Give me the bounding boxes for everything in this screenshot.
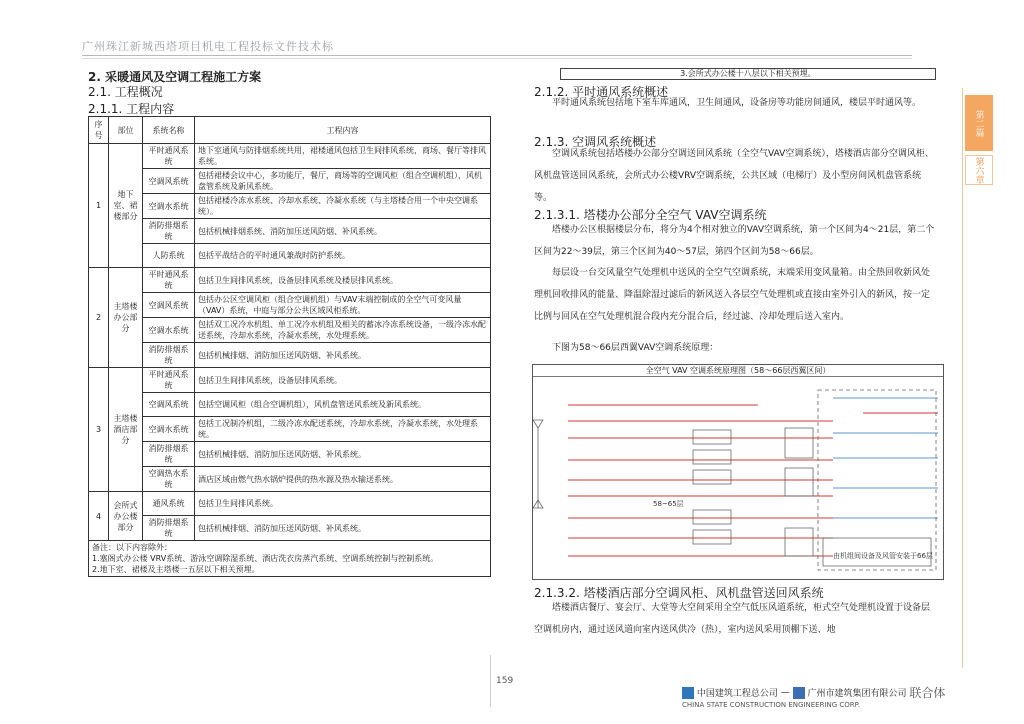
side-tab-part[interactable]: 第二篇: [965, 95, 993, 151]
document-header-title: 广州珠江新城西塔项目机电工程投标文件技术标: [82, 40, 334, 53]
header-content: 工程内容: [195, 117, 491, 144]
cscec-logo-icon: [682, 687, 694, 699]
system-name-cell: 消防排烟系统: [143, 343, 195, 368]
page-number: 159: [496, 676, 514, 686]
paragraph-2-1-3-1-b: 每层设一台交风量空气处理机中送风的全空气空调系统，末端采用变风量箱。由全热回收新风处理机回收排风的能量、降温除湿过滤后的新风送入各层空气处理机或直接由室外引入的新风，按一定比例与回风在空气处理机混合段内充分混合后，经过滤、冷却处理后送入室内。: [534, 268, 931, 322]
group-part: 主塔楼办公部分: [109, 268, 143, 368]
table-row: [89, 293, 491, 318]
note-line: 备注：以下内容除外：: [92, 543, 172, 552]
diagram-side-label: 由机组间设备及风管安装于66层: [833, 552, 933, 560]
system-name-cell: 空调热水系统: [143, 467, 195, 492]
note-line: 1.塞阁式办公楼 VRV系统、游泳空调除湿系统、酒店洗衣房蒸汽系统、空调系统控制与控制系统。: [92, 554, 439, 563]
side-tab-chapter[interactable]: 第六章: [965, 155, 993, 185]
side-rule: [962, 88, 963, 668]
work-content-cell: 包括机械排烟、消防加压送风防烟、补风系统。: [195, 516, 491, 541]
return-ducts: [833, 398, 938, 518]
diagram-title: 全空气 VAV 空调系统原理图（58～66层西翼区间）: [533, 365, 943, 377]
section-heading-2-1-3-1: 2.1.3.1. 塔楼办公部分全空气 VAV空调系统: [534, 208, 767, 222]
section-heading-2: 2. 采暖通风及空调工程施工方案: [88, 70, 262, 84]
work-content-cell: 包括平战结合的平时通风兼战时防护系统。: [195, 244, 491, 268]
table-row: [89, 219, 491, 244]
group-part: 会所式办公楼部分: [109, 492, 143, 541]
company1-english: CHINA STATE CONSTRUCTION ENGINEERING CORP.: [682, 701, 861, 709]
footer-companies: 中国建筑工程总公司 — 广州市建筑集团有限公司 联合体 CHINA STATE CONSTRUCTION ENGINEERING CORP.: [682, 684, 982, 700]
system-name-cell: 平时通风系统: [143, 268, 195, 293]
group-number: 4: [89, 492, 109, 541]
gz-group-logo-icon: [793, 687, 805, 699]
work-content-cell: 包括裙楼会议中心，多功能厅，餐厅，商场等的空调风柜（组合空调机组），风机盘管系统及新风系统。: [195, 169, 491, 194]
section-heading-2-1-3: 2.1.3. 空调风系统概述: [534, 135, 657, 149]
table-row: [89, 467, 491, 492]
section-heading-2-1-1: 2.1.1. 工程内容: [88, 102, 175, 116]
header-system: 系统名称: [143, 117, 195, 144]
note-line: 2.地下室、裙楼及主塔楼一五层以下相关预埋。: [92, 565, 260, 574]
paragraph-2-1-3: 空调风系统包括塔楼办公部分空调送回风系统（全空气VAV空调系统），塔楼酒店部分空调风柜、风机盘管送回风系统，会所式办公楼VRV空调系统，公共区域（电梯厅）及小型房间风机盘管系统等。: [534, 149, 934, 203]
group-part: 主塔楼酒店部分: [109, 368, 143, 492]
side-tabs: [965, 95, 993, 185]
system-name-cell: 人防系统: [143, 244, 195, 268]
system-name-cell: 平时通风系统: [143, 368, 195, 393]
work-content-cell: 包括工况制冷机组，二级冷冻水配送系统，冷却水系统，冷凝水系统，水处理系统。: [195, 417, 491, 442]
work-content-cell: 包括双工况冷水机组、单工况冷水机组及相关的蓄冰冷冻系统设备，一级冷冻水配送系统，冷却水系统，冷凝水系统，水处理系统。: [195, 318, 491, 343]
group-number: 3: [89, 368, 109, 492]
table-notes: [89, 541, 491, 577]
table-row: [89, 144, 491, 169]
table-row: [89, 268, 491, 293]
work-content-cell: 包括卫生间排风系统。: [195, 492, 491, 516]
table-body: [89, 144, 491, 541]
system-name-cell: 空调水系统: [143, 194, 195, 219]
group-number: 2: [89, 268, 109, 368]
work-content-cell: 包括卫生间排风系统，设备层排风系统及楼层排风系统。: [195, 268, 491, 293]
table-row: [89, 516, 491, 541]
table-row: [89, 417, 491, 442]
table-header-row: [89, 117, 491, 144]
diagram-drawing: [533, 378, 943, 580]
system-name-cell: 平时通风系统: [143, 144, 195, 169]
work-content-cell: 包括卫生间排风系统，设备层排风系统。: [195, 368, 491, 393]
table-row: [89, 244, 491, 268]
group-part: 地下室、裙楼部分: [109, 144, 143, 268]
system-name-cell: 空调风系统: [143, 293, 195, 318]
header-rule-secondary: [82, 58, 912, 59]
union-label: 联合体: [909, 686, 946, 700]
header-no: 序号: [89, 117, 109, 144]
paragraph-2-1-3-1-a: 塔楼办公区根据楼层分布，将分为4个相对独立的VAV空调系统，第一个区间为4～21层，第二个区间为22～39层，第三个区间为40～57层，第四个区间为58～66层。: [534, 225, 935, 257]
work-content-cell: 包括机械排烟、消防加压送风防烟、补风系统。: [195, 442, 491, 467]
work-content-cell: 包括裙楼冷冻水系统、冷却水系统、冷凝水系统（与主塔楼合用一个中央空调系统）。: [195, 194, 491, 219]
section-heading-2-1-2: 2.1.2. 平时通风系统概述: [534, 85, 669, 99]
system-name-cell: 消防排烟系统: [143, 219, 195, 244]
supply-ducts: [568, 405, 938, 556]
header-part: 部位: [109, 117, 143, 144]
footer-divider: [490, 655, 491, 707]
paragraph-2-1-3-2: 塔楼酒店餐厅、宴会厅、大堂等大空间采用全空气低压风道系统，柜式空气处理机设置于设备层空调机房内，通过送风道向室内送风供冷（热），室内送风采用顶棚下送、地: [534, 603, 931, 635]
section-heading-2-1-3-2: 2.1.3.2. 塔楼酒店部分空调风柜、风机盘管送回风系统: [534, 586, 824, 600]
work-content-cell: 酒店区域由燃气热水锅炉提供的热水源及热水输送系统。: [195, 467, 491, 492]
table-row: [89, 368, 491, 393]
paragraph-2-1-2: 平时通风系统包括地下室车库通风，卫生间通风，设备房等功能房间通风，楼层平时通风等。: [552, 98, 922, 108]
system-name-cell: 空调风系统: [143, 169, 195, 194]
system-name-cell: 空调水系统: [143, 318, 195, 343]
table-row: [89, 169, 491, 194]
system-name-cell: 空调风系统: [143, 393, 195, 417]
table-row: [89, 393, 491, 417]
work-content-cell: 包括空调风柜（组合空调机组），风机盘管送风系统及新风系统。: [195, 393, 491, 417]
work-content-cell: 包括机械排烟、消防加压送风防烟、补风系统。: [195, 343, 491, 368]
paragraph-2-1-3-1-c: 下图为58～66层西翼VAV空调系统原理：: [552, 343, 719, 353]
table-notes-row: [89, 541, 491, 577]
system-name-cell: 空调水系统: [143, 417, 195, 442]
section-heading-2-1: 2.1. 工程概况: [88, 85, 163, 99]
company2-name: 广州市建筑集团有限公司: [807, 689, 907, 699]
table-row: [89, 194, 491, 219]
system-name-cell: 消防排烟系统: [143, 516, 195, 541]
group-number: 1: [89, 144, 109, 268]
table-row: [89, 442, 491, 467]
table-row: [89, 318, 491, 343]
work-content-cell: 包括办公区空调风柜（组合空调机组）与VAV末端控制成的全空气可变风量（VAV）系统，中庭与部分公共区域风柜系统。: [195, 293, 491, 318]
vav-system-diagram: [532, 364, 944, 580]
work-content-cell: 地下室通风与防排烟系统共用，裙楼通风包括卫生间排风系统，商场、餐厅等排风系统。: [195, 144, 491, 169]
company1-name: 中国建筑工程总公司: [696, 689, 778, 699]
continued-note-box: 3.会所式办公楼十八层以下相关预埋。: [560, 68, 936, 80]
table-row: [89, 343, 491, 368]
project-content-table: [88, 116, 491, 577]
system-name-cell: 通风系统: [143, 492, 195, 516]
system-name-cell: 消防排烟系统: [143, 442, 195, 467]
header-rule: [82, 55, 912, 56]
table-row: [89, 492, 491, 516]
work-content-cell: 包括机械排烟系统、消防加压送风防烟、补风系统。: [195, 219, 491, 244]
diagram-floor-label: 58~65层: [653, 500, 684, 508]
